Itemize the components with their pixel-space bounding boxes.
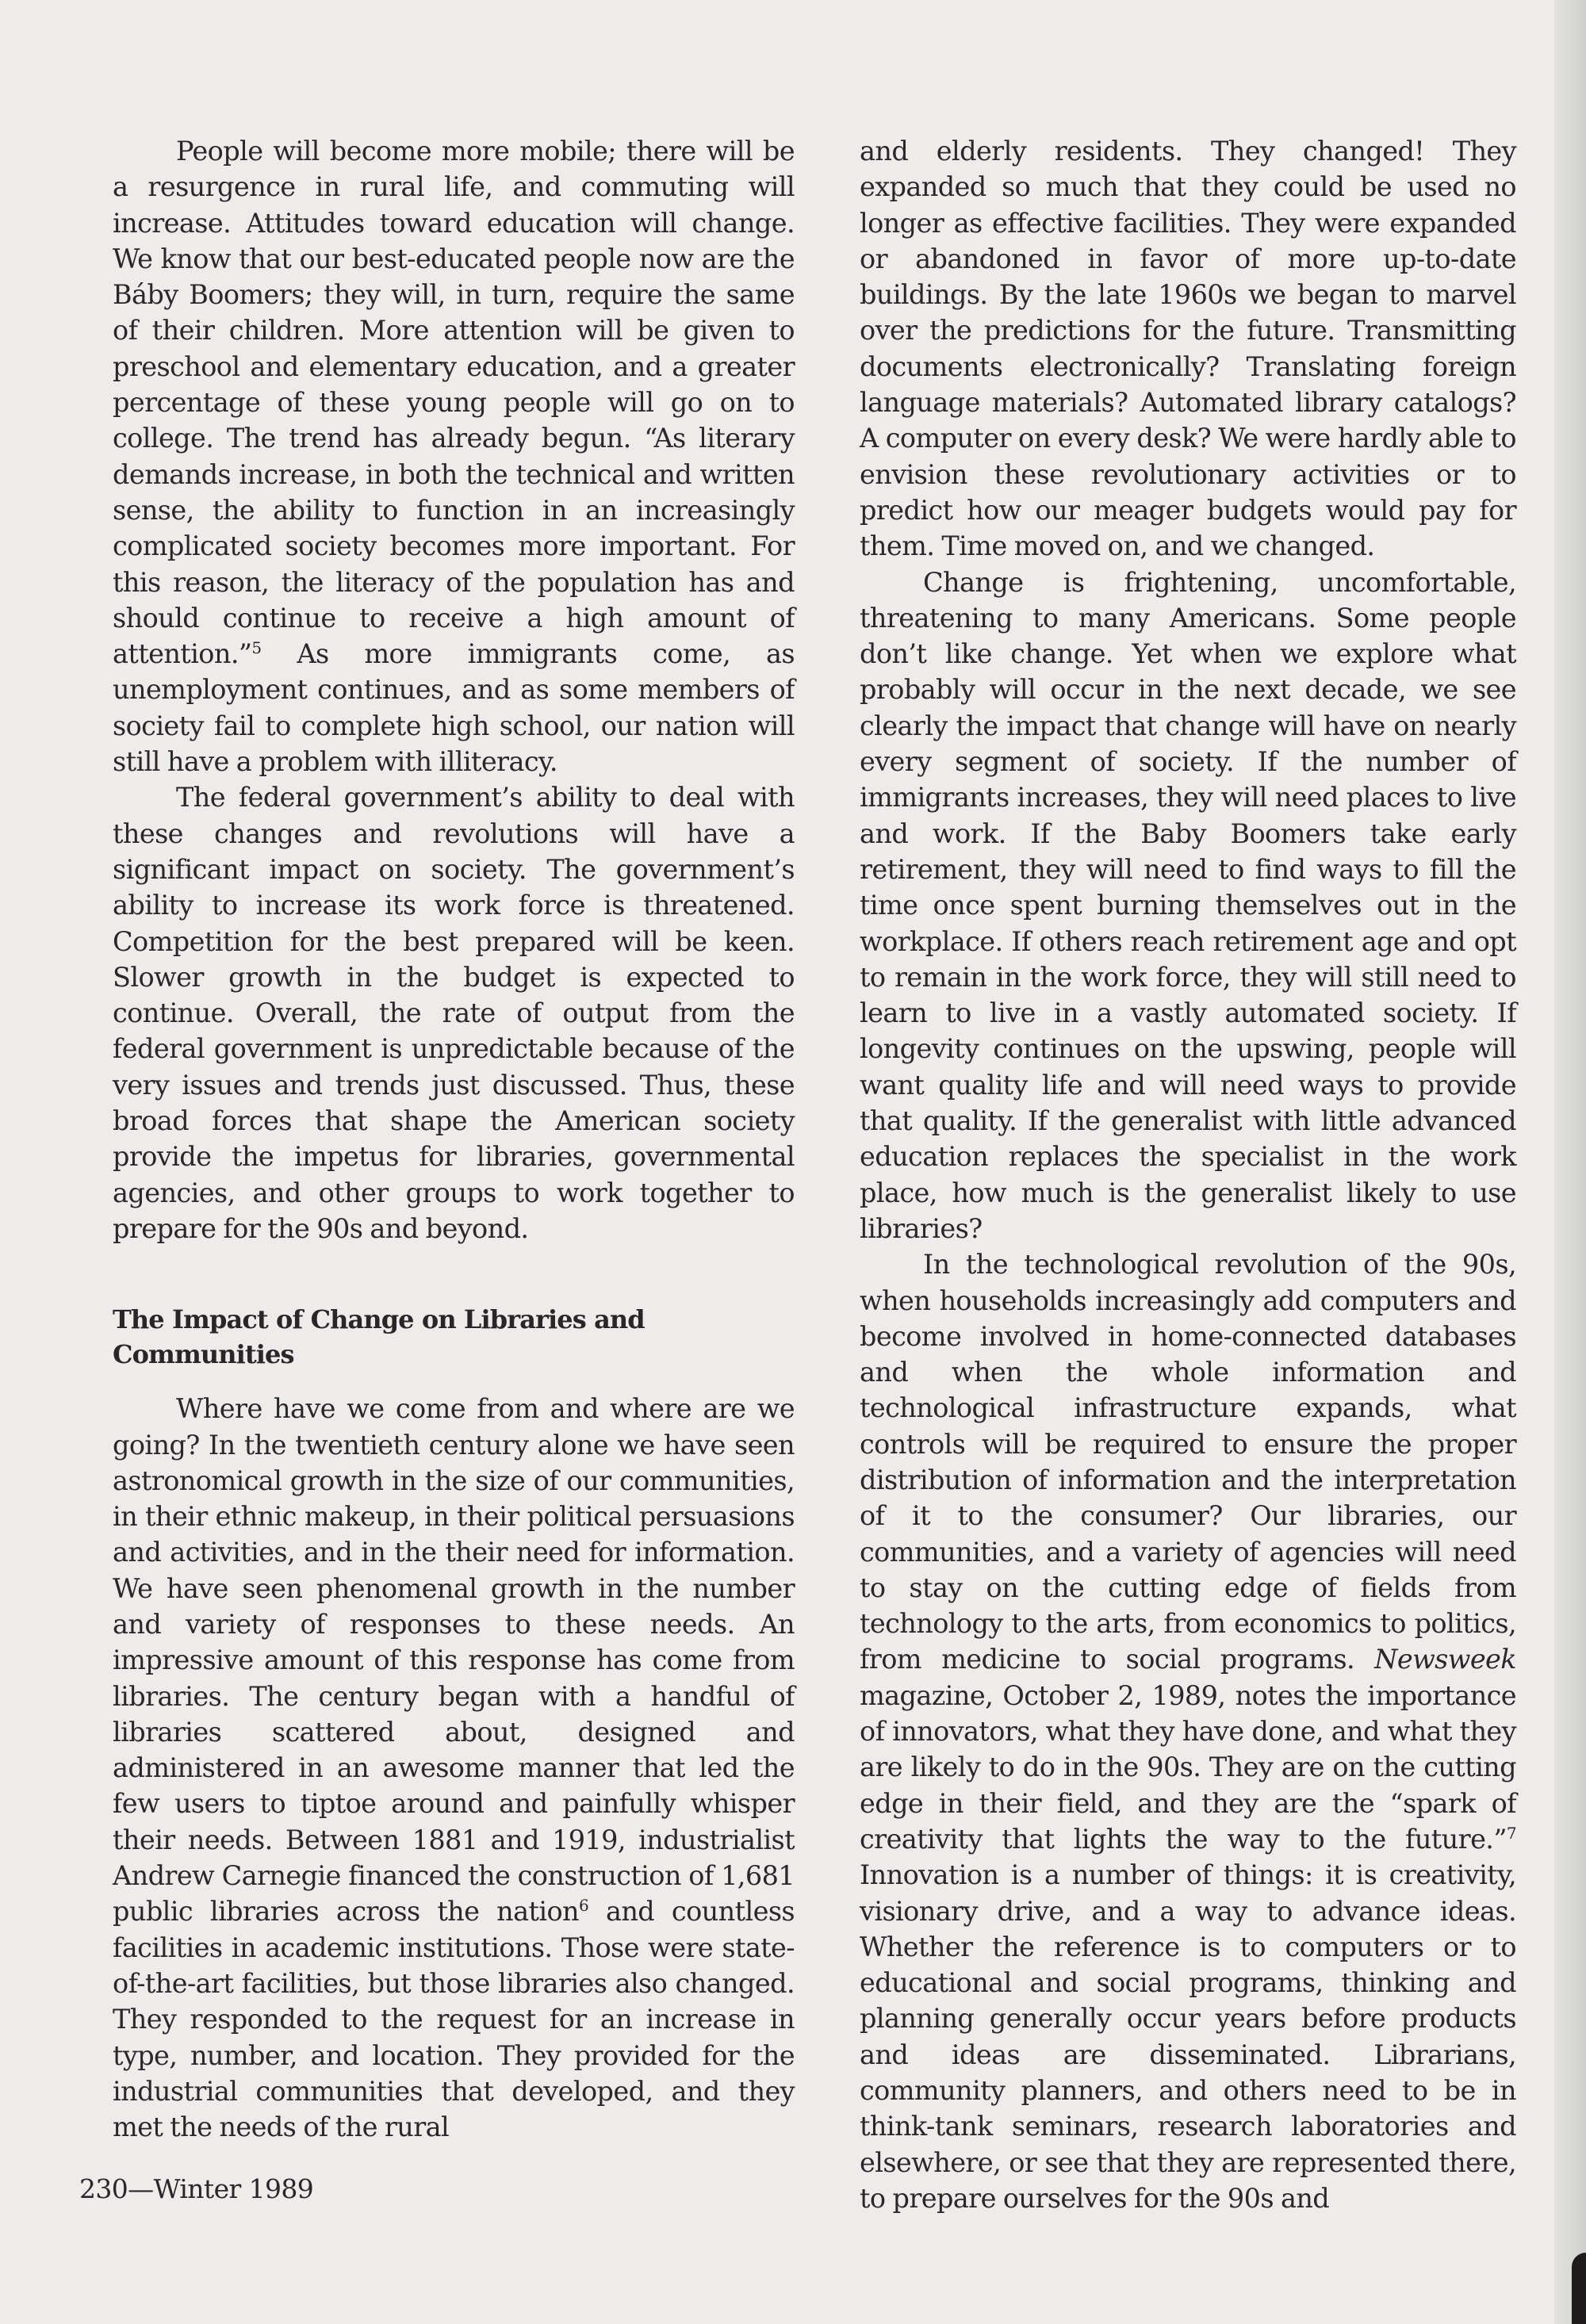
- right-column: [860, 133, 1516, 2216]
- paragraph-text: As more immigrants come, as unemployment continues, and as some members of society fail to complete high school, our nation will still have a problem with illiteracy.: [113, 638, 795, 778]
- footnote-marker-6: 6: [579, 1896, 589, 1916]
- page-folio: 230—Winter 1989: [79, 2173, 314, 2204]
- publication-title: Newsweek: [1374, 1644, 1516, 1675]
- paragraph-where-have-we-come-from: [113, 1391, 795, 2145]
- paragraph-text: magazine, October 2, 1989, notes the importance of innovators, what they have done, and what they are likely to do in the 90s. They are on the cutting edge in their field, and they are the “spark of creativity that lights the way to the future.”: [860, 1679, 1516, 1855]
- paragraph-text: People will become more mobile; there will be a resurgence in rural life, and commuting will increase. Attitudes toward education will change. We know that our best-educated people now are the Báby Boomers; they will, in turn, require the same of their children. More attention will be given to preschool and elementary education, and a greater percentage of these young people will go on to college. The trend has already begun. “As literary demands increase, in both the technical and written sense, the ability to function in an increasingly complicated society becomes more important. For this reason, the literacy of the population has and should continue to receive a high amount of attention.”: [113, 136, 795, 670]
- paragraph-federal-government: The federal government’s ability to deal with these changes and revolutions will have a significant impact on society. The government’s ability to increase its work force is threatened. Competition for the best prepared will be keen. Slower growth in the budget is expected to continue. Overall, the rate of output from the federal government is unpredictable because of the very issues and trends just discussed. Thus, these broad forces that shape the American society provide the impetus for libraries, governmental agencies, and other groups to work together to prepare for the 90s and beyond.: [113, 782, 795, 1244]
- footnote-marker-7: 7: [1506, 1823, 1516, 1843]
- scan-shadow: [1572, 2253, 1586, 2324]
- paragraph-mobility-education: [113, 133, 795, 779]
- paragraph-technological-revolution: [860, 1246, 1516, 2216]
- paragraph-text: and countless facilities in academic institutions. Those were state-of-the-art facilities, but those libraries also changed. They responded to the request for an increase in type, number, and location. They provided for the industrial communities that developed, and they met the needs of the rural: [113, 1896, 795, 2143]
- section-heading: The Impact of Change on Libraries and Communities: [113, 1304, 645, 1370]
- paragraph-text: Innovation is a number of things: it is creativity, visionary drive, and a way to advance ideas. Whether the reference is to computers or to educational and social programs, thinking and planning generally occur years before products and ideas are disseminated. Librarians, community planners, and others need to be in think-tank seminars, research laboratories and elsewhere, or see that they are represented there, to prepare ourselves for the 90s and: [860, 1859, 1516, 2214]
- paragraph-text: Where have we come from and where are we going? In the twentieth century alone we have seen astronomical growth in the size of our communities, in their ethnic makeup, in their political persuasions and activities, and in the their need for information. We have seen phenomenal growth in the number and variety of responses to these needs. An impressive amount of this response has come from libraries. The century began with a handful of libraries scattered about, designed and administered in an awesome manner that led the few users to tiptoe around and painfully whisper their needs. Between 1881 and 1919, industrialist Andrew Carnegie financed the construction of 1,681 public libraries across the nation: [113, 1393, 795, 1928]
- paragraph-elderly-residents: and elderly residents. They changed! They expanded so much that they could be used no longer as effective facilities. They were expanded or abandoned in favor of more up-to-date buildings. By the late 1960s we began to marvel over the predictions for the future. Transmitting documents electronically? Translating foreign language materials? Automated library catalogs? A computer on every desk? We were hardly able to envision these revolutionary activities or to predict how our meager budgets would pay for them. Time moved on, and we changed.: [860, 136, 1516, 562]
- paragraph-change-is-frightening: Change is frightening, uncomfortable, threatening to many Americans. Some people don’t like change. Yet when we explore what probably will occur in the next decade, we see clearly the impact that change will have on nearly every segment of society. If the number of immigrants increases, they will need places to live and work. If the Baby Boomers take early retirement, they will need to find ways to fill the time once spent burning themselves out in the workplace. If others reach retirement age and opt to remain in the work force, they will still need to learn to live in a vastly automated society. If longevity continues on the upswing, people will want quality life and will need ways to provide that quality. If the generalist with little advanced education replaces the specialist in the work place, how much is the generalist likely to use libraries?: [860, 566, 1516, 1244]
- paragraph-text: In the technological revolution of the 90s, when households increasingly add computers and become involved in home-connected databases and when the whole information and technological infrastructure expands, what controls will be required to ensure the proper distribution of information and the interpretation of it to the consumer? Our libraries, our communities, and a variety of agencies will need to stay on the cutting edge of fields from technology to the arts, from economics to politics, from medicine to social programs.: [860, 1249, 1516, 1675]
- left-column: [113, 133, 795, 2145]
- page-binding-edge: [1554, 0, 1586, 2324]
- footnote-marker-5: 5: [251, 638, 262, 657]
